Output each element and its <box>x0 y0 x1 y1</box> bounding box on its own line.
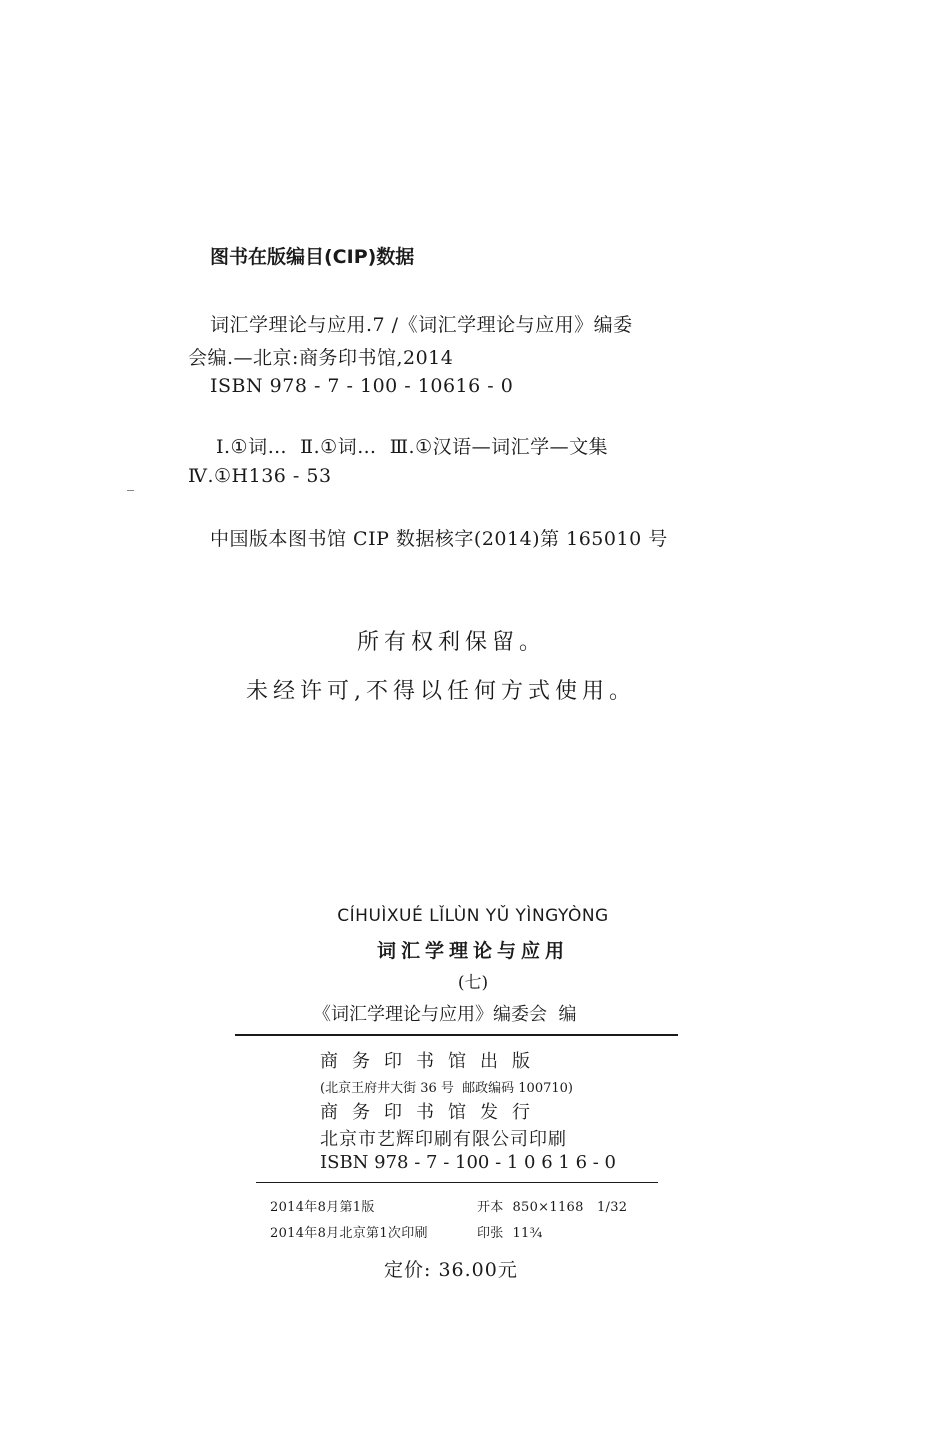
rights-reserved-line: 所有权利保留。 <box>357 630 547 655</box>
publishing-isbn: ISBN 978 - 7 - 100 - 1 0 6 1 6 - 0 <box>320 1152 617 1173</box>
bottom-divider <box>256 1182 658 1183</box>
rights-usage-line: 未经许可,不得以任何方式使用。 <box>246 679 636 704</box>
book-title: 词汇学理论与应用 <box>376 940 569 962</box>
cip-entry-line-2: 会编.—北京:商务印书馆,2014 <box>188 347 454 369</box>
cip-heading: 图书在版编目(CIP)数据 <box>210 246 415 268</box>
distributor-line: 商务印书馆发行 <box>320 1102 544 1123</box>
book-title-pinyin: CÍHUÌXUÉ LǏLÙN YǓ YÌNGYÒNG <box>337 906 609 926</box>
book-editor: 《词汇学理论与应用》编委会 编 <box>313 1004 577 1025</box>
publisher-address: (北京王府井大街 36 号 邮政编码 100710) <box>320 1081 573 1096</box>
margin-mark <box>127 490 134 491</box>
top-divider <box>235 1034 678 1036</box>
edition-info: 2014年8月第1版 <box>270 1200 375 1215</box>
cip-isbn: ISBN 978 - 7 - 100 - 10616 - 0 <box>210 375 514 397</box>
cip-entry-line-1: 词汇学理论与应用.7 /《词汇学理论与应用》编委 <box>210 314 633 336</box>
price: 定价: 36.00元 <box>384 1259 518 1281</box>
cip-verification-number: 中国版本图书馆 CIP 数据核字(2014)第 165010 号 <box>210 528 668 550</box>
printer-line: 北京市艺辉印刷有限公司印刷 <box>320 1129 567 1150</box>
format-info: 开本 850×1168 1/32 <box>477 1200 628 1215</box>
sheets-info: 印张 11¾ <box>477 1226 543 1241</box>
book-volume: (七) <box>457 973 489 993</box>
printing-info: 2014年8月北京第1次印刷 <box>270 1226 428 1241</box>
publisher-line: 商务印书馆出版 <box>320 1051 544 1072</box>
cip-classification-line-2: Ⅳ.①H136 - 53 <box>188 465 332 487</box>
cip-classification-line-1: Ⅰ.①词… Ⅱ.①词… Ⅲ.①汉语—词汇学—文集 <box>216 436 609 458</box>
